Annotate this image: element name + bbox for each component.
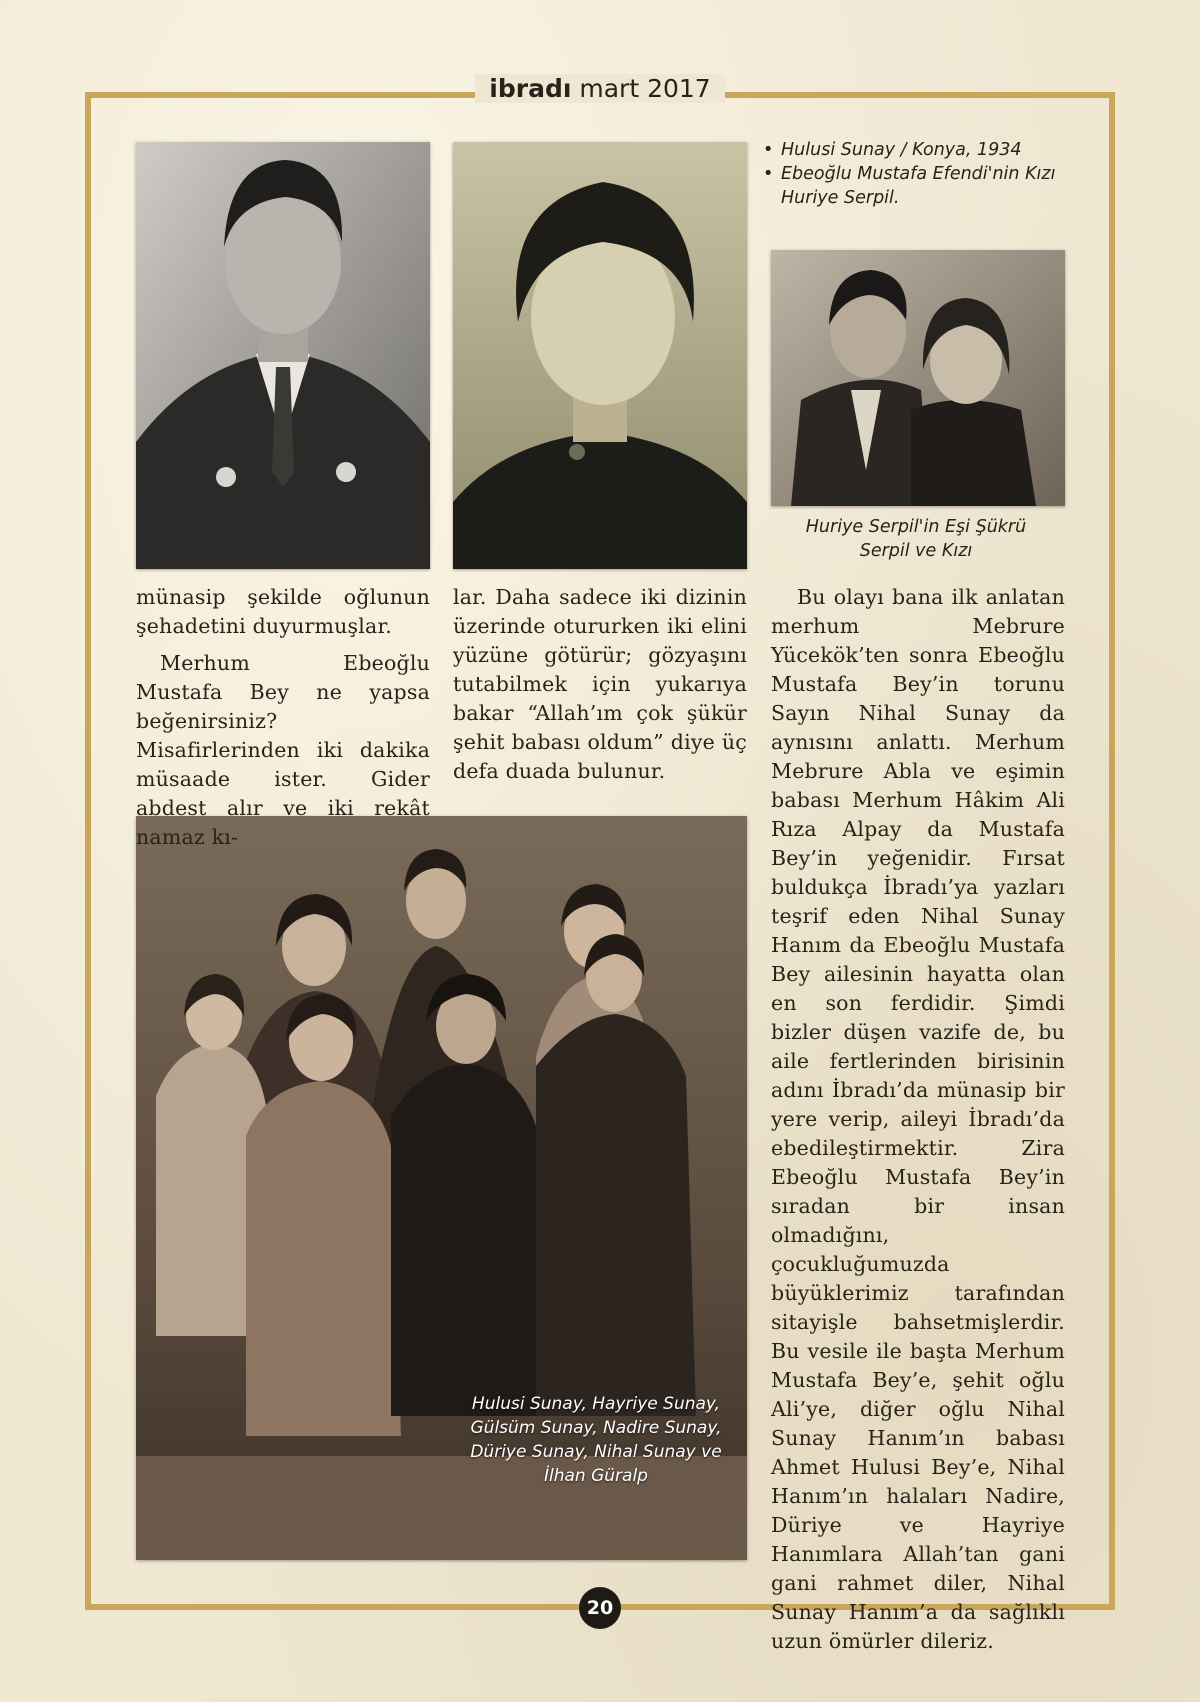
- caption-couple: Huriye Serpil'in Eşi Şükrü Serpil ve Kızı: [805, 517, 1027, 561]
- page-number: 20: [579, 1587, 621, 1629]
- paragraph: Bu olayı bana ilk anlatan merhum Mebrure Yücekök’ten sonra Ebeoğlu Mustafa Bey’in torunu Sayın Nihal Sunay da aynısını anlattı. Merhum Mebrure Abla ve eşimin babası Merhum Hâkim Ali Rıza Alpay da Mustafa Bey’in yeğenidir. Fırsat buldukça İbradı’ya yazları teşrif eden Nihal Sunay Hanım da Ebeoğlu Mustafa Bey ailesinin hayatta olan en son ferdidir. Şimdi bizler düşen vazife de, bu aile fertlerinden birisinin adını İbradı’da münasip bir yere verip, aileyi İbradı’da ebedileştirmektir. Zira Ebeoğlu Mustafa Bey’in sıradan bir insan olmadığını, çocukluğumuzda büyüklerimiz tarafından sitayişle bahsetmişlerdir. Bu vesile ile başta Merhum Mustafa Bey’e, şehit oğlu Ali’ye, diğer oğlu Nihal Sunay Hanım’ın babası Ahmet Hulusi Bey’e, Nihal Hanım’ın halaları Nadire, Düriye ve Hayriye Hanımlara Allah’tan gani gani rahmet diler, Nihal Sunay Hanım’a da sağlıklı uzun ömürler dileriz.: [771, 585, 1065, 1653]
- caption-family: Hulusi Sunay, Hayriye Sunay, Gülsüm Sunay, Nadire Sunay, Düriye Sunay, Nihal Sunay ve İlhan Güralp: [470, 1394, 722, 1486]
- page-header: [0, 74, 1200, 103]
- issue-date: mart 2017: [579, 74, 711, 103]
- photo-couple: [771, 250, 1065, 506]
- paragraph: lar. Daha sadece iki dizinin üzerinde otururken iki elini yüzüne götürür; gözyaşını tutabilmek için yukarıya bakar “Allah’ım çok şükür şehit babası oldum” diye üç defa duada bulunur.: [453, 585, 747, 783]
- text-column-middle: [453, 583, 747, 786]
- caption-item: • Ebeoğlu Mustafa Efendi'nin Kızı Huriye Serpil.: [763, 162, 1063, 210]
- text-column-left: [136, 583, 430, 852]
- caption-item: • Hulusi Sunay / Konya, 1934: [763, 138, 1063, 162]
- caption-top-right: [763, 138, 1063, 210]
- text-column-right: [771, 583, 1065, 1656]
- portrait-photo-woman: [453, 142, 747, 569]
- magazine-name: ibradı: [489, 74, 572, 103]
- header-label: [475, 74, 724, 103]
- portrait-photo-man: [136, 142, 430, 569]
- paragraph: münasip şekilde oğlunun şehadetini duyurmuşlar.: [136, 585, 430, 638]
- paragraph: Merhum Ebeoğlu Mustafa Bey ne yapsa beğenirsiniz? Misafirlerinden iki dakika müsaade ister. Gider abdest alır ve iki rekât namaz kı-: [136, 651, 430, 849]
